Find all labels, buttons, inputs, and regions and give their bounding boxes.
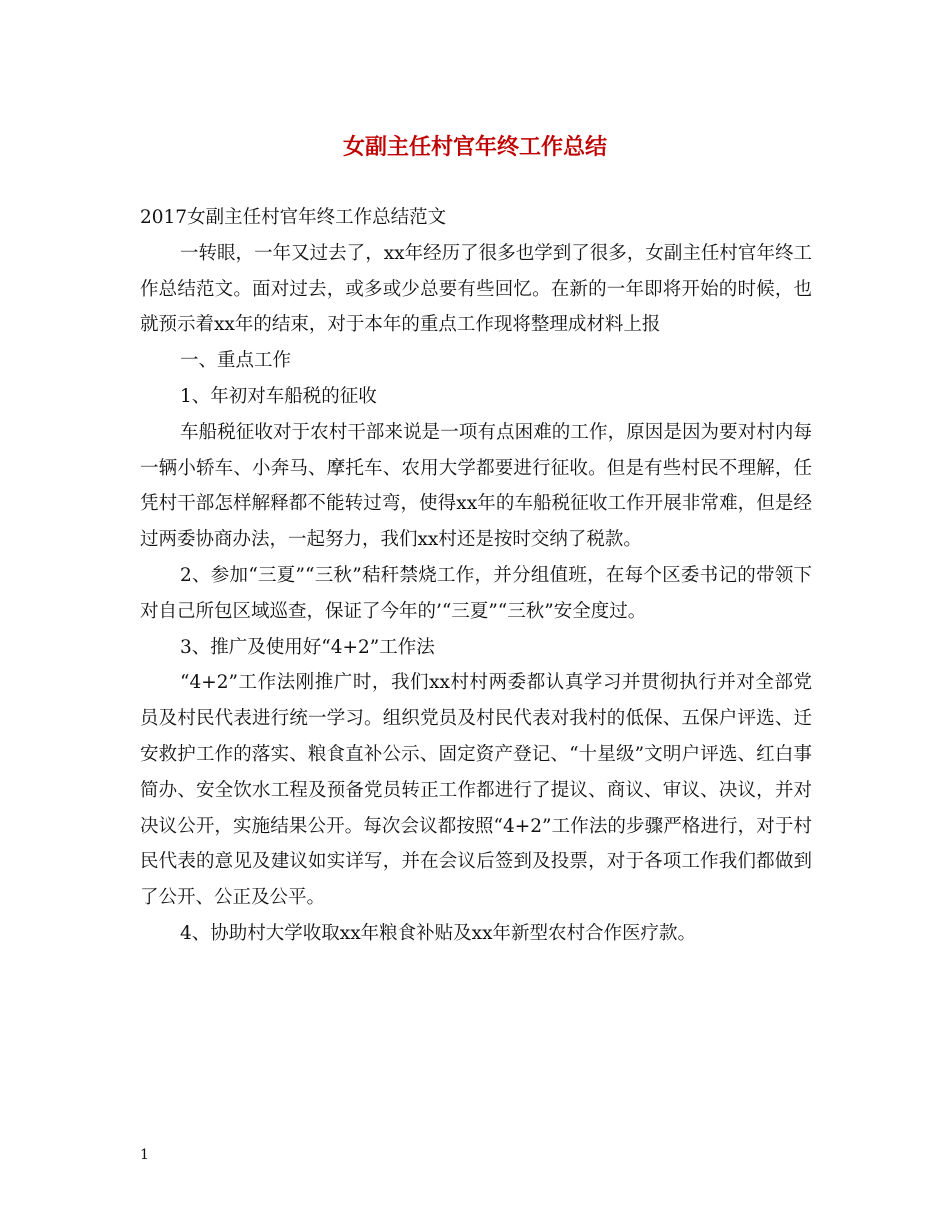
item-heading-3: 3、推广及使用好“4+2”工作法 [180,636,435,658]
document-title: 女副主任村官年终工作总结 [342,135,607,160]
section-heading: 一、重点工作 [180,350,292,372]
page-number: 1 [140,1147,149,1163]
item-heading-1: 1、年初对车船税的征收 [180,385,377,407]
paragraph-intro: 一转眼，一年又过去了，xx年经历了很多也学到了很多，女副主任村官年终工作总结范文。面对过去，或多或少总要有些回忆。在新的一年即将开始的时候，也就预示着xx年的结束，对于本年的重点工作现将整理成材料上报 [140,242,812,336]
paragraph-item-2: 2、参加“三夏”“三秋”秸秆禁烧工作，并分组值班，在每个区委书记的带领下对自己所包区域巡查，保证了今年的’“三夏”“三秋”安全度过。 [140,564,812,622]
paragraph-item-4: 4、协助村大学收取xx年粮食补贴及xx年新型农村合作医疗款。 [180,922,697,944]
document-subtitle: 2017女副主任村官年终工作总结范文 [140,207,447,228]
paragraph-item-3: “4+2”工作法刚推广时，我们xx村村两委都认真学习并贯彻执行并对全部党员及村民代表进行统一学习。组织党员及村民代表对我村的低保、五保户评选、迁安救护工作的落实、粮食直补公示、固定资产登记、“十星级”文明户评选、红白事简办、安全饮水工程及预备党员转正工作都进行了提议、商议、审议、决议，并对决议公开，实施结果公开。每次会议都按照“4+2”工作法的步骤严格进行，对于村民代表的意见及建议如实详写，并在会议后签到及投票，对于各项工作我们都做到了公开、公正及公平。 [140,672,812,909]
paragraph-item-1: 车船税征收对于农村干部来说是一项有点困难的工作，原因是因为要对村内每一辆小轿车、小奔马、摩托车、农用大学都要进行征收。但是有些村民不理解，任凭村干部怎样解释都不能转过弯，使得xx年的车船税征收工作开展非常难，但是经过两委协商办法，一起努力，我们xx村还是按时交纳了税款。 [140,421,812,551]
document-body [140,200,812,952]
